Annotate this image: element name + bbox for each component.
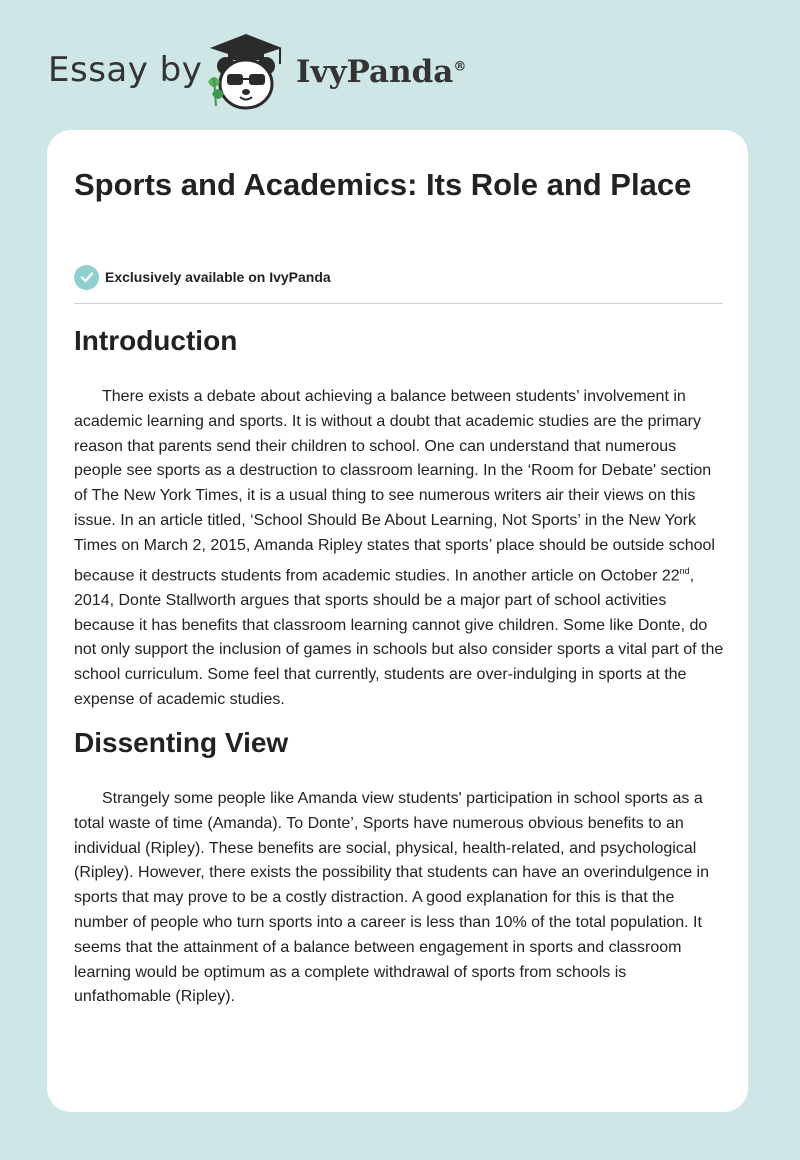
exclusive-badge	[74, 264, 331, 290]
exclusive-label: Exclusively available on IvyPanda	[105, 269, 331, 285]
essay-by-label: Essay by	[48, 50, 203, 90]
section-paragraph-introduction: There exists a debate about achieving a balance between students’ involvement in academic learning and sports. It is without a doubt that academic studies are the primary reason that parents send their children to school. One can understand that numerous people see sports as a destruction to classroom learning. In the ‘Room for Debate' section of The New York Times, it is a usual thing to see numerous writers air their views on this issue. In an article titled, ‘School Should Be About Learning, Not Sports’ in the New York Times on March 2, 2015, Amanda Ripley states that sports’ place should be outside school because it destructs students from academic studies. In another article on October 22nd, 2014, Donte Stallworth argues that sports should be a major part of school activities because it has benefits that classroom learning cannot give children. Some like Donte, do not only support the inclusion of games in schools but also consider sports a vital part of the school curriculum. Some feel that currently, students are over-indulging in sports at the expense of academic studies.	[74, 388, 724, 708]
panda-logo-icon[interactable]	[200, 30, 292, 112]
checkmark-icon	[74, 265, 99, 290]
section-heading-introduction: Introduction	[74, 325, 238, 356]
ordinal-superscript: nd	[679, 565, 690, 576]
site-header	[0, 0, 800, 130]
section-heading-dissenting-view: Dissenting View	[74, 727, 289, 758]
page-title: Sports and Academics: Its Role and Place	[74, 167, 692, 202]
divider	[74, 303, 723, 304]
section-paragraph-dissenting-view: Strangely some people like Amanda view students' participation in school sports as a total waste of time (Amanda). To Donte’, Sports have numerous obvious benefits to an individual (Ripley). These benefits are social, physical, health-related, and psychological (Ripley). However, there exists the possibility that students can have an overindulgence in sports that may prove to be a costly distraction. A good explanation for this is that the number of people who turn sports into a career is less than 10% of the total population. It seems that the attainment of a balance between engagement in sports and classroom learning would be optimum as a complete withdrawal of sports from schools is unfathomable (Ripley).	[74, 790, 710, 1006]
registered-mark: ®	[453, 59, 467, 75]
essay-card	[47, 130, 748, 1112]
brand-name[interactable]: IvyPanda®	[296, 54, 467, 90]
